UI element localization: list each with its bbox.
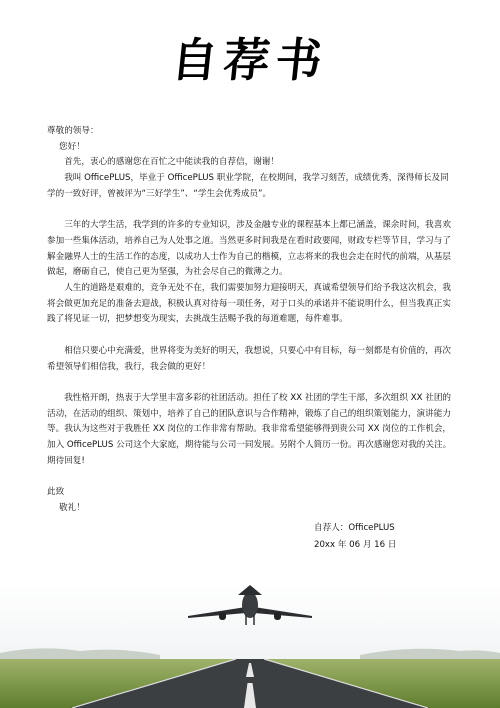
signature: 自荐人：OfficePLUS (314, 523, 395, 533)
paragraph-college-life: 三年的大学生活，我学到的许多的专业知识，涉及金融专业的课程基本上都已涵盖，课余时间，我喜欢参加一些集体活动，培养自己为人处事之道。当然更多时间我是在看时政要闻，财政专栏等节目，学习与了解金融界人士的生活工作的态度，以成功人士作为自己的楷模，立志将来的我也会走在时代的前端，从基层做起，磨砺自己，使自己更为坚强，为社会尽自己的微薄之力。 (47, 220, 451, 278)
spacer (47, 328, 457, 344)
paragraph-ambition: 人生的道路是艰难的，竞争无处不在，我们需要加努力迎接明天，真诚希望领导们给予我这次机会，我将会做更加充足的准备去迎战，积极认真对待每一项任务，对于口头的承诺并不能说明什么，但当我真正实践了将见证一切，把梦想变为现实，去挑战生活赐予我的每道难题，每件难事。 (47, 283, 451, 325)
closing-line-2: 敬礼！ (59, 502, 85, 513)
spacer (47, 469, 457, 485)
paragraph-belief: 相信只要心中充满爱，世界将变为美好的明天，我想说，只要心中有目标，每一刻都是有价值的，再次希望领导们相信我，我行，我会做的更好！ (47, 345, 451, 372)
letter-body (47, 124, 457, 517)
greeting: 您好！ (59, 141, 85, 152)
paragraph-thanks: 首先，衷心的感谢您在百忙之中能读我的自荐信，谢谢！ (64, 157, 280, 168)
runway-airplane-illustration (0, 585, 500, 708)
spacer (47, 203, 457, 219)
signature-date: 20xx 年 06 月 16 日 (314, 540, 397, 550)
paragraph-activities: 我性格开朗，热衷于大学里丰富多彩的社团活动。担任了校 XX 社团的学生干部，多次组织 XX 社团的活动，在活动的组织、策划中，培养了自己的团队意识与合作精神，锻炼了自己的组织策划能力，演讲能力等。我认为这些对于我胜任 XX 岗位的工作非常有帮助。我非常希望能够得到贵公司 XX 岗位的工作机会，加入 OfficePLUS 公司这个大家庭，期待能与公司一同发展。另附个人简历一份。再次感谢您对我的关注。期待回复! (47, 392, 452, 466)
document-title: 自荐书 (168, 33, 331, 87)
paragraph-intro: 我叫 OfficePLUS，毕业于 OfficePLUS 职业学院，在校期间，我学习刻苦，成绩优秀，深得师长及同学的一致好评，曾被评为“三好学生”、“学生会优秀成员”。 (47, 173, 449, 199)
closing-line-1: 此致 (47, 487, 65, 498)
salutation: 尊敬的领导： (47, 126, 99, 136)
spacer (47, 375, 457, 391)
